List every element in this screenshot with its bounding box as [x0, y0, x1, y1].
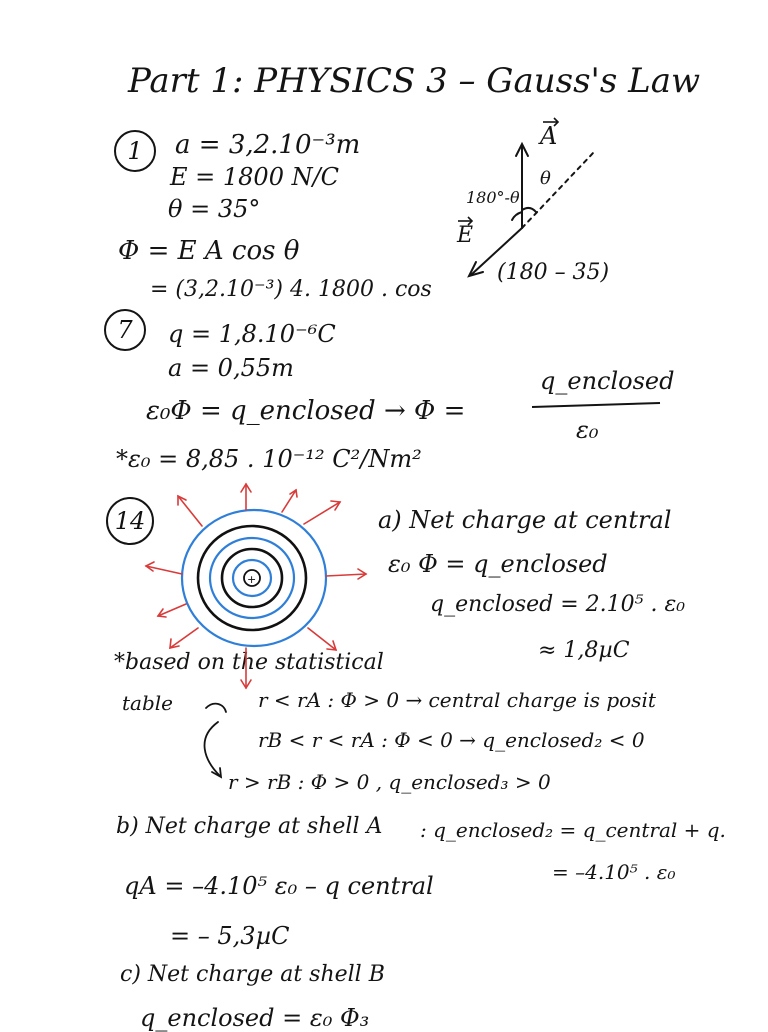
problem-number-7: 7 — [104, 309, 146, 351]
p14-region-middle: rB < r < rA : Φ < 0 → q_enclosed₂ < 0 — [258, 728, 645, 752]
p14-table-arrow — [205, 704, 226, 777]
p14-part-b-title: b) Net charge at shell A — [116, 814, 383, 839]
p14-part-a-q-enclosed: q_enclosed = 2.10⁵ . ε₀ — [430, 592, 686, 617]
p14-based-on-note: *based on the statistical — [114, 650, 384, 675]
p7-given-a: a = 0,55m — [168, 354, 294, 382]
p14-part-b-equation-cont: = –4.10⁵ . ε₀ — [552, 860, 676, 884]
p1-given-a: a = 3,2.10⁻³m — [175, 130, 361, 160]
p14-qa-result: = – 5,3µC — [170, 922, 290, 950]
p7-epsilon-constant: *ε₀ = 8,85 . 10⁻¹² C²/Nm² — [116, 445, 422, 473]
problem-number-1: 1 — [114, 130, 156, 172]
p14-field-arrows — [146, 484, 366, 688]
central-charge-symbol: + — [247, 573, 257, 586]
p14-part-b-equation: : q_enclosed₂ = q_central + q. — [420, 818, 726, 842]
p7-given-q: q = 1,8.10⁻⁶C — [168, 320, 336, 348]
p7-fraction-bar — [532, 403, 660, 407]
p1-diagram-direction: (180 – 35) — [497, 260, 610, 285]
p7-fraction-denominator: ε₀ — [576, 416, 599, 444]
reference-dashed-line — [522, 152, 594, 228]
p14-region-outer: r > rB : Φ > 0 , q_enclosed₃ > 0 — [228, 770, 551, 794]
page-title: Part 1: PHYSICS 3 – Gauss's Law — [128, 61, 701, 101]
p14-qa-formula: qA = –4.10⁵ ε₀ – q central — [124, 872, 434, 900]
p14-table-word: table — [122, 691, 173, 715]
p1-given-e: E = 1800 N/C — [170, 163, 340, 191]
p1-diagram-label-theta: θ — [540, 168, 551, 189]
field-vector-line — [472, 228, 522, 274]
p1-diagram-label-e: E — [457, 223, 474, 248]
p1-vector-diagram — [469, 144, 594, 276]
p1-given-theta: θ = 35° — [168, 195, 261, 223]
p14-part-a-title: a) Net charge at central — [378, 506, 672, 534]
p14-part-a-result: ≈ 1,8µC — [538, 638, 630, 663]
p14-part-c-title: c) Net charge at shell B — [120, 962, 385, 987]
vector-overbars — [458, 118, 558, 225]
p14-part-c-partial: q_enclosed = ε₀ Φ₃ — [140, 1004, 370, 1032]
p7-fraction-numerator: q_enclosed — [540, 367, 675, 395]
angle-arc-2 — [512, 212, 522, 220]
p1-diagram-angle: 180°-θ — [466, 188, 520, 207]
p7-gauss-equation: ε₀Φ = q_enclosed → Φ = — [146, 396, 466, 426]
p1-flux-calc: = (3,2.10⁻³) 4. 1800 . cos — [150, 277, 432, 302]
problem-number-14: 14 — [106, 497, 154, 545]
p1-flux-formula: Φ = E A cos θ — [118, 236, 300, 266]
p14-part-a-equation: ε₀ Φ = q_enclosed — [388, 550, 608, 578]
angle-arc — [522, 208, 536, 212]
p14-region-inner: r < rA : Φ > 0 → central charge is posit — [258, 688, 656, 712]
p1-diagram-label-a: A — [540, 122, 558, 150]
